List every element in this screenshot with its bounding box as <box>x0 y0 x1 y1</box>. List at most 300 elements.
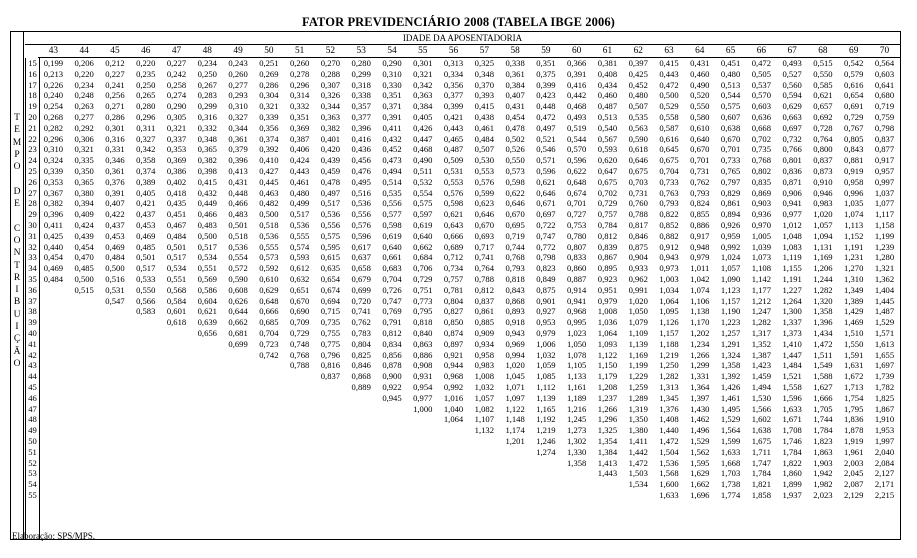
factor-cell <box>130 479 161 490</box>
factor-cell: 0,816 <box>320 360 341 371</box>
factor-cell: 0,511 <box>413 166 433 176</box>
factor-cell: 0,829 <box>720 187 741 198</box>
factor-cell <box>284 436 315 447</box>
factor-cell: 0,517 <box>166 252 187 263</box>
factor-cell <box>130 490 161 501</box>
age-header-cell: 66 <box>756 46 766 56</box>
factor-cell: 0,704 <box>259 328 279 338</box>
factor-cell: 0,377 <box>351 112 371 122</box>
factor-cell: 0,702 <box>597 187 618 198</box>
factor-cell: 0,685 <box>259 317 279 328</box>
factor-cell <box>161 414 192 425</box>
factor-cell: 1,074 <box>690 284 710 295</box>
factor-cell: 0,337 <box>166 133 187 144</box>
table-row <box>38 166 900 177</box>
factor-cell: 1,867 <box>874 403 895 414</box>
factor-cell: 0,850 <box>443 317 464 328</box>
side-letter: T <box>14 113 20 123</box>
factor-cell: 0,509 <box>443 155 464 166</box>
factor-cell: 0,321 <box>166 122 187 133</box>
factor-cell: 1,568 <box>659 468 679 479</box>
factor-cell <box>315 458 346 469</box>
factor-cell: 1,250 <box>659 360 679 371</box>
factor-cell: 0,681 <box>228 328 248 338</box>
factor-cell <box>253 414 284 425</box>
factor-cell: 0,447 <box>413 133 433 144</box>
factor-cell: 1,296 <box>597 414 618 425</box>
side-letter: B <box>13 297 21 308</box>
factor-cell: 1,199 <box>628 360 648 371</box>
factor-cell: 0,759 <box>874 112 895 122</box>
factor-cell: 1,122 <box>597 349 618 360</box>
age-header-cell: 45 <box>110 46 120 56</box>
factor-cell: 0,568 <box>166 284 187 295</box>
factor-cell: 1,919 <box>844 436 864 446</box>
factor-cell: 1,094 <box>813 230 833 241</box>
factor-cell: 0,325 <box>474 58 494 68</box>
factor-cell: 0,466 <box>197 209 217 220</box>
side-letter: D <box>13 186 21 197</box>
factor-cell: 0,484 <box>105 252 125 263</box>
factor-cell: 0,586 <box>197 284 217 295</box>
factor-cell: 1,655 <box>874 349 895 360</box>
factor-cell: 1,496 <box>690 425 710 436</box>
factor-cell <box>130 360 161 371</box>
factor-cell: 1,266 <box>690 349 710 360</box>
factor-cell: 0,342 <box>413 79 433 90</box>
factor-cell: 0,893 <box>505 306 525 317</box>
factor-cell <box>161 479 192 490</box>
side-letter: R <box>13 272 21 283</box>
factor-cell: 2,045 <box>844 468 864 479</box>
factor-cell: 0,327 <box>228 112 248 122</box>
factor-cell: 0,569 <box>197 274 217 284</box>
factor-cell: 0,837 <box>874 133 895 144</box>
factor-cell: 0,594 <box>782 90 802 101</box>
factor-cell: 0,432 <box>382 133 402 144</box>
factor-cell: 0,812 <box>382 328 402 338</box>
page-title: FATOR PREVIDENCIÁRIO 2008 (TABELA IBGE 2006) <box>302 15 615 29</box>
factor-cell: 1,445 <box>874 295 895 306</box>
factor-cell: 0,342 <box>136 144 156 155</box>
factor-cell: 0,254 <box>43 101 64 112</box>
factor-cell: 0,570 <box>567 144 587 155</box>
factor-cell <box>500 458 531 469</box>
contribution-years-cell: 44 <box>28 371 37 382</box>
table-row <box>38 436 900 447</box>
factor-cell: 0,310 <box>43 144 64 155</box>
factor-cell: 0,226 <box>43 79 64 90</box>
factor-cell: 1,795 <box>844 403 864 414</box>
factor-cell: 1,219 <box>536 425 556 436</box>
age-header-cell: 60 <box>572 46 582 56</box>
factor-cell <box>192 350 223 361</box>
factor-cell: 0,661 <box>382 252 402 263</box>
factor-cell: 1,095 <box>659 306 679 317</box>
factor-cell: 1,126 <box>659 317 679 328</box>
factor-cell: 0,299 <box>351 68 371 79</box>
side-letter: I <box>15 285 19 296</box>
factor-cell: 0,501 <box>166 241 187 252</box>
factor-cell: 1,324 <box>720 349 741 360</box>
factor-cell: 2,087 <box>844 479 864 490</box>
factor-cell: 0,675 <box>659 155 679 166</box>
factor-cell: 0,903 <box>751 198 772 209</box>
factor-cell: 0,668 <box>751 122 772 133</box>
factor-cell: 0,973 <box>659 263 679 274</box>
factor-cell: 0,436 <box>351 144 371 155</box>
factor-cell: 1,443 <box>597 468 618 479</box>
factor-cell: 1,511 <box>813 349 833 360</box>
factor-cell: 0,365 <box>74 176 94 187</box>
table-row <box>38 306 900 317</box>
factor-cell: 0,618 <box>166 317 187 328</box>
factor-cell: 1,073 <box>751 252 772 263</box>
factor-cell: 0,632 <box>289 274 310 284</box>
factor-cell: 0,274 <box>166 90 187 101</box>
factor-cell: 0,827 <box>443 306 464 317</box>
factor-cell: 2,084 <box>874 457 895 468</box>
factor-cell: 0,837 <box>474 295 494 306</box>
factor-cell: 0,734 <box>443 263 464 274</box>
factor-cell: 0,461 <box>474 122 494 133</box>
factor-cell: 0,941 <box>567 295 587 306</box>
factor-cell: 0,389 <box>136 176 156 187</box>
factor-cell: 1,633 <box>720 446 741 457</box>
factor-cell: 0,970 <box>751 220 772 230</box>
factor-cell: 0,513 <box>720 79 741 90</box>
factor-cell: 1,613 <box>874 338 895 349</box>
side-letter <box>11 210 23 222</box>
factor-cell: 0,576 <box>443 187 464 198</box>
factor-cell: 1,825 <box>874 392 895 403</box>
factor-cell <box>469 447 500 458</box>
factor-cell <box>38 339 69 350</box>
factor-cell: 1,472 <box>659 436 679 446</box>
factor-cell: 0,554 <box>228 252 248 263</box>
factor-cell <box>253 468 284 479</box>
factor-cell: 0,729 <box>413 274 433 284</box>
factor-cell: 0,220 <box>74 68 94 79</box>
factor-cell: 1,330 <box>567 446 587 457</box>
factor-cell: 0,351 <box>536 58 556 68</box>
factor-cell: 0,376 <box>105 176 125 187</box>
factor-cell: 0,603 <box>874 68 895 79</box>
factor-cell: 0,804 <box>443 295 464 306</box>
factor-cell: 0,370 <box>474 79 494 90</box>
factor-cell: 0,619 <box>382 230 402 241</box>
factor-cell: 0,555 <box>289 230 310 241</box>
factor-cell: 0,626 <box>228 295 248 306</box>
factor-cell: 0,356 <box>443 79 464 90</box>
factor-cell <box>346 447 377 458</box>
factor-cell: 1,392 <box>720 371 741 382</box>
factor-cell: 0,547 <box>105 295 125 306</box>
factor-cell <box>531 458 562 469</box>
factor-cell: 0,781 <box>443 284 464 295</box>
factor-cell: 0,437 <box>105 220 125 230</box>
factor-cell: 0,469 <box>43 263 64 274</box>
factor-cell: 1,408 <box>659 414 679 425</box>
table-row <box>38 350 900 361</box>
factor-cell: 1,245 <box>567 414 587 425</box>
factor-cell: 1,747 <box>751 457 772 468</box>
factor-cell <box>69 447 100 458</box>
factor-cell: 0,240 <box>43 90 64 101</box>
factor-cell: 0,379 <box>228 144 248 155</box>
factor-cell: 1,396 <box>813 317 833 328</box>
factor-cell <box>469 490 500 501</box>
factor-cell: 0,572 <box>228 263 248 274</box>
factor-cell: 1,638 <box>751 425 772 436</box>
factor-cell: 0,515 <box>813 58 833 68</box>
contribution-years-cell: 47 <box>28 403 37 414</box>
factor-cell: 0,550 <box>690 101 710 112</box>
factor-cell: 1,191 <box>782 274 802 284</box>
contribution-years-cell: 20 <box>28 112 37 122</box>
factor-cell <box>469 468 500 479</box>
factor-cell: 1,157 <box>720 295 741 306</box>
factor-cell: 1,860 <box>782 468 802 479</box>
factor-cell: 1,404 <box>874 284 895 295</box>
factor-cell: 0,405 <box>413 112 433 122</box>
factor-cell: 0,793 <box>659 198 679 209</box>
factor-cell: 0,654 <box>320 274 341 284</box>
factor-cell <box>315 425 346 436</box>
factor-cell: 0,656 <box>197 328 217 338</box>
factor-cell: 0,500 <box>259 209 279 220</box>
factor-cell: 0,282 <box>43 122 64 133</box>
factor-cell: 0,897 <box>443 338 464 349</box>
factor-cell: 0,793 <box>690 187 710 198</box>
factor-cell <box>284 414 315 425</box>
factor-cell: 0,554 <box>413 187 433 198</box>
factor-cell: 0,598 <box>443 198 464 209</box>
factor-cell <box>284 371 315 382</box>
factor-cell: 1,822 <box>782 457 802 468</box>
factor-cell: 1,257 <box>720 328 741 338</box>
age-header-cell: 49 <box>233 46 243 56</box>
factor-cell: 1,440 <box>659 425 679 436</box>
side-letter: E <box>14 199 20 210</box>
factor-cell: 1,223 <box>720 317 741 328</box>
factor-cell <box>377 468 408 479</box>
factor-cell: 0,387 <box>289 133 310 144</box>
age-header-cell: 55 <box>418 46 428 56</box>
table-row <box>38 177 900 188</box>
factor-cell <box>223 371 254 382</box>
factor-cell <box>100 350 131 361</box>
factor-cell: 0,344 <box>228 122 248 133</box>
factor-cell: 0,775 <box>320 338 341 349</box>
factor-cell: 2,215 <box>874 490 895 500</box>
factor-cell: 0,764 <box>813 133 833 144</box>
factor-cell <box>130 382 161 393</box>
factor-cell <box>438 447 469 458</box>
factor-cell: 0,301 <box>105 122 125 133</box>
factor-cell: 0,945 <box>382 392 402 403</box>
table-row <box>38 393 900 404</box>
factor-cell: 1,282 <box>813 284 833 295</box>
factor-cell: 0,875 <box>536 284 556 295</box>
factor-cell <box>38 468 69 479</box>
factor-cell: 0,610 <box>259 274 279 284</box>
factor-cell: 0,348 <box>474 68 494 79</box>
factor-cell: 1,746 <box>782 436 802 446</box>
factor-cell: 1,247 <box>751 306 772 317</box>
factor-cell: 0,505 <box>751 68 772 79</box>
factor-cell: 1,380 <box>628 425 648 436</box>
factor-cell: 1,504 <box>659 446 679 457</box>
factor-cell: 0,646 <box>628 155 648 166</box>
factor-cell: 0,234 <box>74 79 94 90</box>
factor-cell <box>100 328 131 339</box>
factor-cell: 0,502 <box>505 133 525 144</box>
factor-cell <box>469 458 500 469</box>
factor-cell: 0,532 <box>413 176 433 187</box>
age-header-row <box>38 45 900 58</box>
factor-cell: 1,083 <box>782 241 802 252</box>
factor-cell: 1,602 <box>751 414 772 425</box>
factor-cell <box>130 350 161 361</box>
factor-cell: 1,484 <box>782 360 802 371</box>
factor-cell: 1,289 <box>628 392 648 403</box>
factor-cell <box>100 425 131 436</box>
factor-cell: 0,409 <box>74 209 94 220</box>
factor-cell: 1,112 <box>536 382 556 392</box>
side-letter: I <box>15 322 19 333</box>
factor-cell: 0,757 <box>597 209 618 220</box>
factor-cell: 0,796 <box>320 349 341 360</box>
factor-cell <box>130 317 161 328</box>
factor-cell <box>253 371 284 382</box>
factor-cell <box>69 328 100 339</box>
factor-cell: 0,413 <box>228 166 248 176</box>
factor-cell: 0,407 <box>105 198 125 209</box>
factor-cell: 0,701 <box>720 144 741 155</box>
factor-cell: 0,616 <box>659 133 679 144</box>
factor-cell: 0,646 <box>536 187 556 198</box>
factor-cell: 0,918 <box>505 317 525 328</box>
factor-cell: 0,484 <box>43 274 64 284</box>
factor-cell: 0,760 <box>628 198 648 209</box>
factor-cell: 0,592 <box>259 263 279 274</box>
factor-cell: 1,037 <box>874 187 895 198</box>
factor-cell <box>38 328 69 339</box>
factor-cell: 1,411 <box>628 436 648 446</box>
factor-cell: 1,321 <box>874 263 895 274</box>
factor-cell: 0,623 <box>474 198 494 209</box>
factor-cell: 1,085 <box>536 371 556 382</box>
factor-cell: 0,692 <box>813 112 833 122</box>
factor-cell: 0,670 <box>720 133 741 144</box>
factor-cell: 1,899 <box>782 479 802 490</box>
factor-cell <box>407 479 438 490</box>
factor-cell: 1,666 <box>813 392 833 403</box>
contribution-years-cell: 49 <box>28 425 37 436</box>
factor-cell: 0,470 <box>74 252 94 263</box>
factor-cell <box>284 458 315 469</box>
factor-cell: 0,919 <box>844 166 864 176</box>
factor-cell <box>38 360 69 371</box>
factor-cell <box>592 479 623 490</box>
factor-cell: 0,299 <box>197 101 217 112</box>
factor-cell <box>315 414 346 425</box>
factor-cell: 1,858 <box>751 490 772 500</box>
factor-cell: 0,914 <box>567 284 587 295</box>
factor-cell: 0,551 <box>166 274 187 284</box>
factor-cell <box>346 468 377 479</box>
factor-cell: 0,788 <box>628 209 648 220</box>
factor-cell: 0,636 <box>751 112 772 122</box>
factor-cell: 0,873 <box>813 166 833 176</box>
factor-cell: 0,550 <box>813 68 833 79</box>
factor-cell: 0,712 <box>443 252 464 263</box>
factor-cell: 1,337 <box>782 317 802 328</box>
factor-cell: 0,977 <box>413 392 433 403</box>
table-row <box>38 404 900 415</box>
factor-cell: 0,944 <box>443 360 464 371</box>
factor-cell: 0,983 <box>813 198 833 209</box>
factor-cell: 1,264 <box>782 295 802 306</box>
factor-cell: 0,788 <box>289 360 310 371</box>
factor-cell <box>438 436 469 447</box>
factor-cell <box>161 490 192 501</box>
factor-cell: 0,346 <box>105 155 125 166</box>
factor-cell <box>192 447 223 458</box>
factor-cell <box>130 447 161 458</box>
factor-cell: 0,235 <box>136 68 156 79</box>
factor-cell: 0,670 <box>505 209 525 220</box>
factor-cell <box>100 414 131 425</box>
factor-cell: 0,948 <box>690 241 710 252</box>
factor-cell: 0,768 <box>751 155 772 166</box>
factor-cell <box>192 468 223 479</box>
factor-cell: 1,937 <box>782 490 802 500</box>
factor-cell: 1,358 <box>720 360 741 371</box>
factor-cell: 1,675 <box>751 436 772 446</box>
factor-cell: 0,393 <box>474 90 494 101</box>
factor-cell: 0,767 <box>844 122 864 133</box>
factor-cell: 1,784 <box>813 425 833 436</box>
table-row <box>38 123 900 134</box>
factor-cell <box>223 447 254 458</box>
factor-cell <box>192 404 223 415</box>
factor-cell: 1,107 <box>474 414 494 425</box>
factor-cell: 1,550 <box>844 338 864 349</box>
factor-cell: 1,878 <box>844 425 864 436</box>
table-row <box>38 90 900 101</box>
factor-cell: 0,495 <box>351 176 371 187</box>
factor-cell: 0,544 <box>567 133 587 144</box>
age-header-cell: 59 <box>541 46 551 56</box>
factor-table <box>10 31 901 540</box>
age-header: IDADE DA APOSENTADORIA <box>25 32 900 45</box>
factor-cell <box>69 479 100 490</box>
factor-cell: 0,423 <box>536 90 556 101</box>
factor-cell: 0,791 <box>382 317 402 328</box>
table-row <box>38 414 900 425</box>
factor-cell: 0,822 <box>659 209 679 220</box>
factor-cell: 1,429 <box>844 306 864 317</box>
factor-cell: 0,875 <box>628 241 648 252</box>
factor-cell: 0,531 <box>105 284 125 295</box>
factor-cell <box>315 447 346 458</box>
factor-cell: 0,465 <box>443 133 464 144</box>
factor-cell <box>223 425 254 436</box>
factor-cell <box>192 458 223 469</box>
factor-cell <box>284 382 315 393</box>
